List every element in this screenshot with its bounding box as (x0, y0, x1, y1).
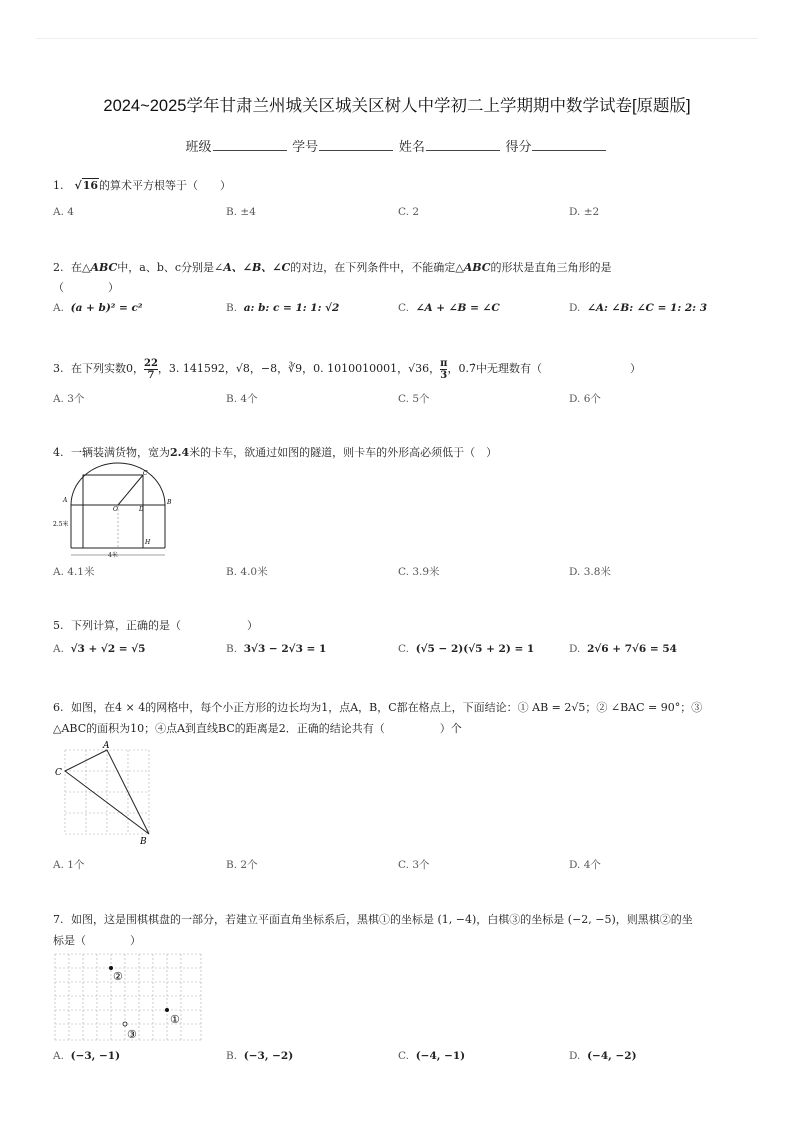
question-text: 米的卡车，欲通过如图的隧道，则卡车的外形高必须低于（ ） (189, 446, 498, 459)
q4-option-a[interactable]: A. 4.1米 (53, 566, 95, 578)
q1-option-c[interactable]: C. 2 (398, 206, 420, 218)
label-b: B (140, 837, 147, 847)
option-letter: A. (53, 302, 64, 314)
label-c: C (143, 470, 148, 477)
question-text: 标是（ ） (53, 934, 141, 947)
label-b: B (167, 499, 172, 506)
white-stone-3 (123, 1022, 127, 1026)
question-text: △ABC的面积为10；④点A到直线BC的距离是2．正确的结论共有（ ）个 (53, 722, 462, 735)
black-stone-1 (165, 1008, 169, 1012)
option-math: (a + b)² = c² (70, 302, 143, 314)
q4-option-b[interactable]: B. 4.0米 (226, 566, 268, 578)
q1-option-a[interactable]: A. 4 (53, 206, 74, 218)
question-text: ，3. 141592，√8，−8，∛9，0. 1010010001，√36， (157, 362, 441, 375)
option-letter: A. (53, 643, 64, 655)
label-c: C (55, 768, 62, 778)
q3-option-a[interactable]: A. 3个 (53, 393, 85, 405)
option-letter: D. (569, 302, 581, 314)
top-divider (36, 38, 758, 39)
question-number: 4. (53, 446, 64, 459)
q3-option-b[interactable]: B. 4个 (226, 393, 258, 405)
option-math: √3 + √2 = √5 (70, 643, 146, 655)
q5-option-d[interactable] (569, 643, 677, 655)
go-board-figure (53, 952, 205, 1044)
q6-option-c[interactable]: C. 3个 (398, 859, 430, 871)
label-1: ① (170, 1013, 180, 1026)
q7-option-d[interactable] (569, 1050, 637, 1062)
q2-option-b[interactable] (226, 302, 339, 314)
height-label: 2.5米 (53, 521, 69, 528)
score-blank[interactable] (532, 140, 606, 151)
tunnel-figure (53, 462, 173, 562)
question-text: 下列计算，正确的是（ ） (71, 619, 258, 632)
question-text: 的形状是直角三角形的是 (490, 261, 612, 274)
option-letter: D. (569, 643, 581, 655)
fraction-22-7: $\frac{22}{7}$ (144, 357, 158, 381)
label-2: ② (113, 970, 123, 983)
q4-option-d[interactable]: D. 3.8米 (569, 566, 611, 578)
option-letter: B. (226, 643, 238, 655)
label-3: ③ (127, 1028, 137, 1041)
answer-blank: （ ） (53, 281, 119, 294)
option-letter: B. (226, 302, 238, 314)
q2-option-d[interactable] (569, 302, 707, 314)
name-label: 姓名 (398, 139, 425, 154)
question-text: 如图，在4 × 4的网格中，每个小正方形的边长均为1，点A，B，C都在格点上，下面结论：① AB = 2√5；② ∠BAC = 90°；③ (71, 701, 703, 714)
exam-title: 2024~2025学年甘肃兰州城关区城关区树人中学初二上学期期中数学试卷[原题版] (103, 97, 691, 115)
id-blank[interactable] (319, 140, 393, 151)
question-text: 的对边，在下列条件中，不能确定△ (290, 261, 464, 274)
question-text: 中，a、b、c分别是∠ (117, 261, 224, 274)
label-h: H (145, 539, 151, 546)
option-math: ∠A: ∠B: ∠C = 1: 2: 3 (587, 302, 708, 314)
label-a: A (63, 497, 68, 504)
q2-option-a[interactable] (53, 302, 143, 314)
option-math: 3√3 − 2√3 = 1 (243, 643, 327, 655)
q4-option-c[interactable]: C. 3.9米 (398, 566, 440, 578)
question-7 (53, 909, 743, 951)
option-letter: D. (569, 1050, 581, 1062)
question-text: ，0.7̇中无理数有（ ） (447, 362, 641, 375)
class-label: 班级 (185, 139, 212, 154)
score-label: 得分 (505, 139, 532, 154)
sqrt-expression: √16 (74, 179, 99, 192)
q7-option-a[interactable] (53, 1050, 120, 1062)
option-letter: B. (226, 1050, 238, 1062)
student-info-row (0, 136, 794, 155)
q6-option-b[interactable]: B. 2个 (226, 859, 258, 871)
question-number: 7. (53, 913, 64, 926)
question-text: 在下列实数0， (71, 362, 144, 375)
label-d: D (139, 506, 144, 513)
q6-option-d[interactable]: D. 4个 (569, 859, 601, 871)
question-1 (53, 176, 743, 196)
question-text: 一辆装满货物，宽为 (71, 446, 170, 459)
name-blank[interactable] (426, 140, 500, 151)
question-5 (53, 616, 743, 636)
angle-names: A、∠B、∠C (223, 261, 291, 274)
option-math: (√5 − 2)(√5 + 2) = 1 (415, 643, 535, 655)
option-letter: C. (398, 643, 409, 655)
question-number: 1. (53, 179, 64, 192)
option-math: (−3, −2) (243, 1050, 294, 1062)
triangle-name: ABC (90, 261, 118, 274)
q5-option-a[interactable] (53, 643, 145, 655)
q2-option-c[interactable] (398, 302, 500, 314)
id-label: 学号 (292, 139, 319, 154)
truck-width: 2.4 (170, 446, 190, 459)
option-math: (−4, −1) (415, 1050, 466, 1062)
option-math: ∠A + ∠B = ∠C (415, 302, 500, 314)
label-o: O (113, 506, 118, 513)
q1-option-d[interactable]: D. ±2 (569, 206, 600, 218)
option-letter: C. (398, 302, 409, 314)
width-label: 4米 (108, 552, 118, 559)
q1-option-b[interactable]: B. ±4 (226, 206, 256, 218)
option-letter: A. (53, 1050, 64, 1062)
q5-option-c[interactable] (398, 643, 534, 655)
q5-option-b[interactable] (226, 643, 326, 655)
option-math: (−3, −1) (70, 1050, 121, 1062)
fraction-pi-3: $\frac{\pi}{3}$ (440, 357, 448, 381)
q3-option-d[interactable]: D. 6个 (569, 393, 601, 405)
question-number: 6. (53, 701, 64, 714)
option-math: 2√6 + 7√6 = 54 (587, 643, 677, 655)
q6-option-a[interactable]: A. 1个 (53, 859, 85, 871)
class-blank[interactable] (213, 140, 287, 151)
question-4 (53, 443, 743, 463)
label-a: A (103, 741, 110, 751)
question-2 (53, 258, 743, 298)
question-6 (53, 697, 743, 739)
question-text: 的算术平方根等于（ ） (99, 179, 232, 192)
question-number: 5. (53, 619, 64, 632)
grid-triangle-figure (53, 740, 153, 848)
option-math: (−4, −2) (587, 1050, 637, 1062)
triangle-name: ABC (463, 261, 491, 274)
q3-option-c[interactable]: C. 5个 (398, 393, 430, 405)
option-math: a: b: c = 1: 1: √2 (243, 302, 340, 314)
question-text: 在△ (71, 261, 91, 274)
question-number: 3. (53, 362, 64, 375)
q7-option-c[interactable] (398, 1050, 465, 1062)
question-text: 如图，这是围棋棋盘的一部分，若建立平面直角坐标系后，黑棋①的坐标是 (1, −4)，白棋③的坐标是 (−2, −5)，则黑棋②的坐 (71, 913, 693, 926)
option-letter: C. (398, 1050, 409, 1062)
question-number: 2. (53, 261, 64, 274)
question-3 (53, 356, 743, 382)
q7-option-b[interactable] (226, 1050, 293, 1062)
